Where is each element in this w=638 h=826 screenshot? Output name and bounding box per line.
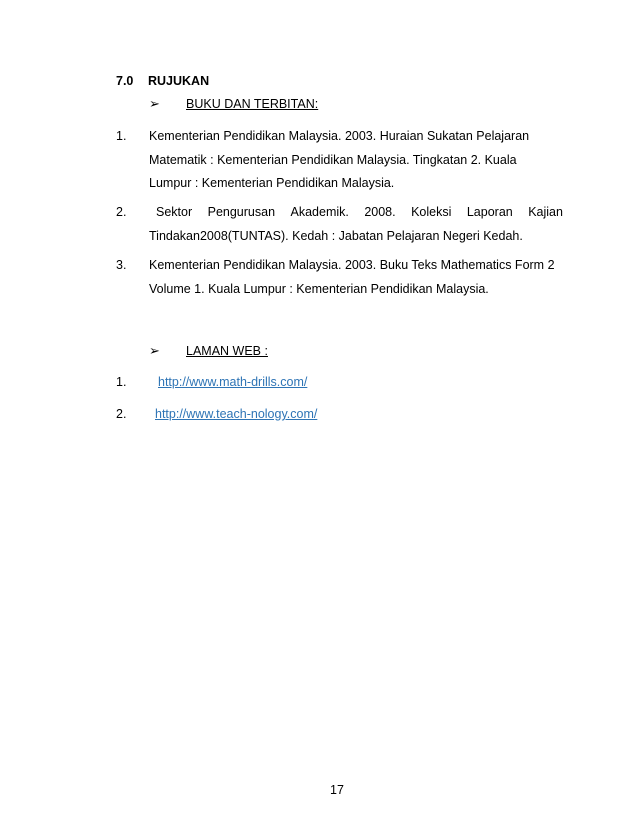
book-1-line-2: Matematik : Kementerian Pendidikan Malaysia. Tingkatan 2. Kuala (149, 153, 517, 167)
web-1-number: 1. (116, 375, 127, 389)
book-3-number: 3. (116, 258, 127, 272)
web-link-math-drills[interactable]: http://www.math-drills.com/ (158, 375, 308, 389)
arrow-bullet-icon: ➢ (149, 96, 160, 111)
book-2-word: Pengurusan (207, 205, 276, 219)
book-2-line-2: Tindakan2008(TUNTAS). Kedah : Jabatan Pelajaran Negeri Kedah. (149, 229, 523, 243)
web-heading: LAMAN WEB : (186, 344, 268, 358)
book-1-line-3: Lumpur : Kementerian Pendidikan Malaysia. (149, 176, 395, 190)
book-2-word: Laporan (466, 205, 513, 219)
book-2-word: Koleksi (411, 205, 452, 219)
book-1-line-1: Kementerian Pendidikan Malaysia. 2003. Huraian Sukatan Pelajaran (149, 129, 530, 143)
section-title: RUJUKAN (148, 74, 210, 88)
book-1-number: 1. (116, 129, 127, 143)
section-number: 7.0 (116, 74, 134, 88)
arrow-bullet-icon: ➢ (149, 343, 160, 358)
book-2-number: 2. (116, 205, 127, 219)
book-2-word: Kajian (528, 205, 563, 219)
book-3-line-1: Kementerian Pendidikan Malaysia. 2003. Buku Teks Mathematics Form 2 (149, 258, 555, 272)
book-2-word: Sektor (156, 205, 193, 219)
page-number: 17 (330, 783, 344, 797)
book-2-word: Akademik. (290, 205, 349, 219)
book-2-line-1 (156, 205, 563, 219)
web-2-number: 2. (116, 407, 127, 421)
web-link-teach-nology[interactable]: http://www.teach-nology.com/ (155, 407, 318, 421)
book-3-line-2: Volume 1. Kuala Lumpur : Kementerian Pendidikan Malaysia. (149, 282, 489, 296)
books-heading: BUKU DAN TERBITAN: (186, 97, 319, 111)
book-2-word: 2008. (364, 205, 396, 219)
